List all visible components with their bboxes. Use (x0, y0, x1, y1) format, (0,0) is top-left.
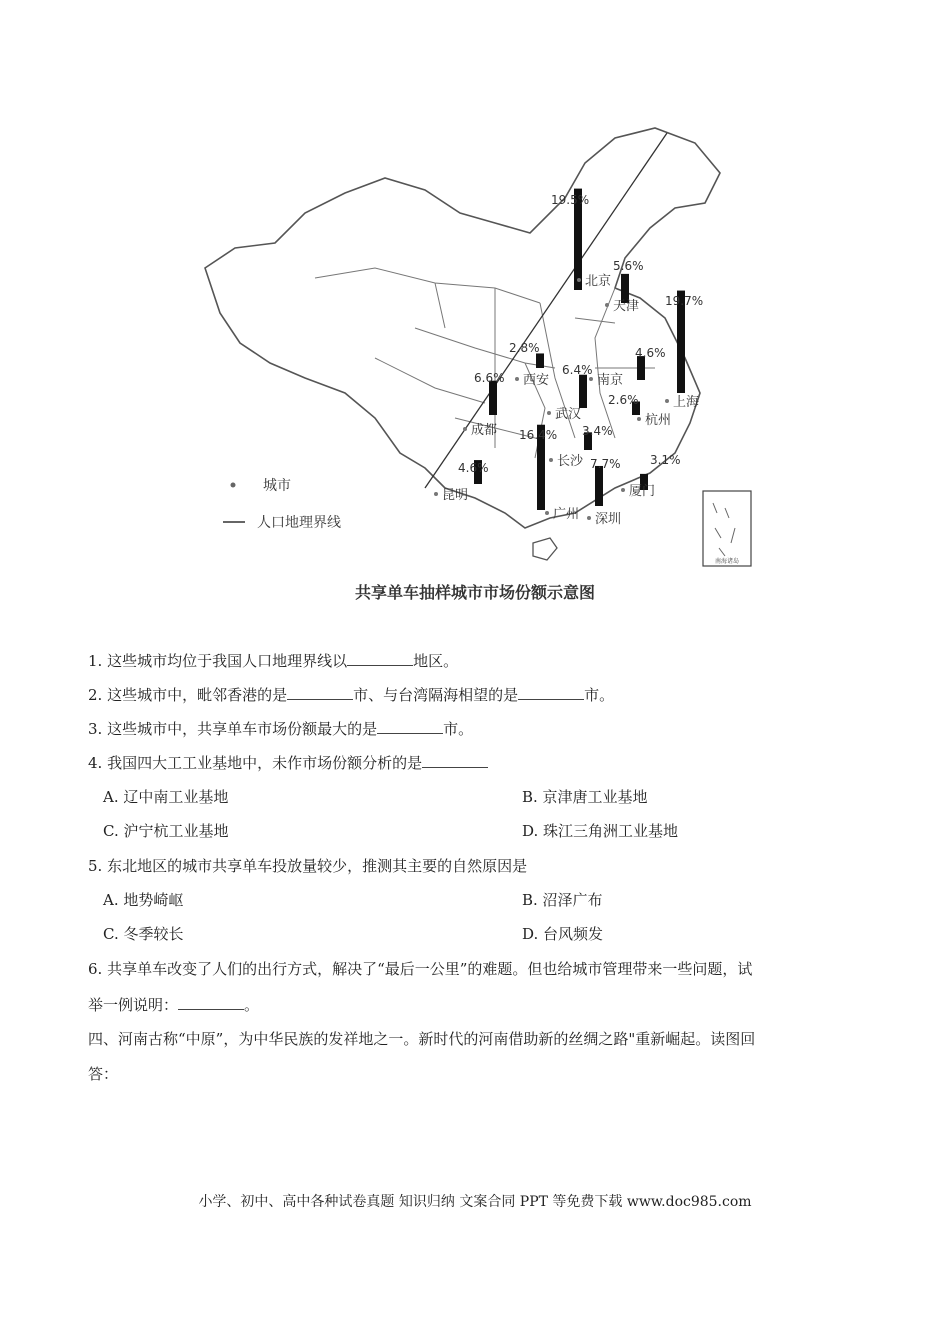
south-china-sea-inset (703, 491, 751, 566)
q4-option-c[interactable]: C. 沪宁杭工业基地 (103, 822, 229, 840)
city-name-label: 厦门 (629, 484, 656, 499)
share-value-label: 16.4% (519, 428, 558, 442)
share-bar (595, 466, 603, 506)
question-2: 2. 这些城市中，毗邻香港的是 市、与台湾隔海相望的是 市。 (88, 686, 615, 704)
legend-city: 城市 (263, 478, 291, 494)
city-dot (589, 377, 593, 381)
answer-blank[interactable] (287, 684, 353, 700)
city-name-label: 杭州 (645, 413, 672, 428)
share-bar (579, 375, 587, 408)
city-dot (463, 427, 467, 431)
hainan-island (533, 538, 557, 560)
city-name-label: 西安 (523, 373, 550, 388)
question-4: 4. 我国四大工工业基地中，未作市场份额分析的是 (88, 752, 488, 773)
china-map (195, 118, 785, 588)
legend-population-line: 人口地理界线 (257, 515, 341, 531)
share-value-label: 4.6% (635, 346, 666, 360)
share-value-label: 6.6% (474, 371, 505, 385)
answer-blank[interactable] (518, 684, 584, 700)
share-bar (536, 353, 544, 368)
city-dot (605, 303, 609, 307)
city-dot (549, 458, 553, 462)
share-value-label: 4.6% (458, 461, 489, 475)
city-name-label: 长沙 (557, 454, 584, 469)
share-value-label: 3.1% (650, 453, 681, 467)
q5-option-c[interactable]: C. 冬季较长 (103, 925, 184, 943)
question-1: 1. 这些城市均位于我国人口地理界线以 地区。 (88, 652, 459, 670)
city-name-label: 武汉 (555, 407, 582, 422)
city-name-label: 南京 (597, 373, 624, 388)
map-caption: 共享单车抽样城市市场份额示意图 (354, 583, 595, 602)
city-dot (621, 488, 625, 492)
answer-blank[interactable] (347, 650, 413, 666)
share-value-label: 6.4% (562, 363, 593, 377)
share-value-label: 19.7% (665, 294, 704, 308)
question-6-line2: 举一例说明： 。 (88, 996, 260, 1014)
answer-blank[interactable] (377, 718, 443, 734)
city-name-label: 昆明 (442, 488, 469, 503)
legend-city-dot (231, 483, 236, 488)
share-value-label: 3.4% (582, 424, 613, 438)
q4-option-a[interactable]: A. 辽中南工业基地 (103, 788, 229, 806)
city-dot (637, 417, 641, 421)
q4-option-b[interactable]: B. 京津唐工业基地 (522, 788, 648, 806)
share-value-label: 2.8% (509, 341, 540, 355)
question-3: 3. 这些城市中，共享单车市场份额最大的是 市。 (88, 720, 474, 738)
section-4-line1: 四、河南古称“中原”，为中华民族的发祥地之一。新时代的河南借助新的丝绸之路"重新崛起。读图回 (88, 1030, 756, 1048)
question-5: 5. 东北地区的城市共享单车投放量较少，推测其主要的自然原因是 (88, 857, 528, 875)
city-name-label: 天津 (613, 299, 640, 314)
city-dot (665, 399, 669, 403)
answer-blank[interactable] (178, 994, 244, 1010)
share-value-label: 19.5% (551, 193, 590, 207)
q4-option-d[interactable]: D. 珠江三角洲工业基地 (522, 822, 679, 840)
question-6-line1: 6. 共享单车改变了人们的出行方式，解决了“最后一公里”的难题。但也给城市管理带来一些问题，试 (88, 960, 753, 978)
city-dot (577, 278, 581, 282)
share-map-figure (195, 118, 785, 588)
q5-option-d[interactable]: D. 台风频发 (522, 925, 604, 943)
q5-option-b[interactable]: B. 沼泽广布 (522, 891, 603, 909)
share-value-label: 2.6% (608, 393, 639, 407)
inset-label: 南海诸岛 (714, 558, 740, 565)
city-dot (515, 377, 519, 381)
q5-option-a[interactable]: A. 地势崎岖 (103, 891, 184, 909)
city-name-label: 上海 (673, 395, 700, 410)
footer-text: 小学、初中、高中各种试卷真题 知识归纳 文案合同 PPT 等免费下载 www.doc985.com (198, 1194, 752, 1210)
share-bar (489, 381, 497, 415)
share-bars (434, 189, 703, 527)
share-value-label: 5.6% (613, 259, 644, 273)
city-name-label: 广州 (553, 507, 580, 522)
city-dot (434, 492, 438, 496)
city-dot (547, 411, 551, 415)
city-dot (587, 516, 591, 520)
city-dot (545, 511, 549, 515)
city-name-label: 成都 (471, 423, 498, 438)
city-name-label: 北京 (585, 274, 612, 289)
section-4-line2: 答： (88, 1065, 119, 1083)
city-name-label: 深圳 (595, 512, 622, 527)
share-value-label: 7.7% (590, 457, 621, 471)
answer-blank[interactable] (422, 752, 488, 768)
